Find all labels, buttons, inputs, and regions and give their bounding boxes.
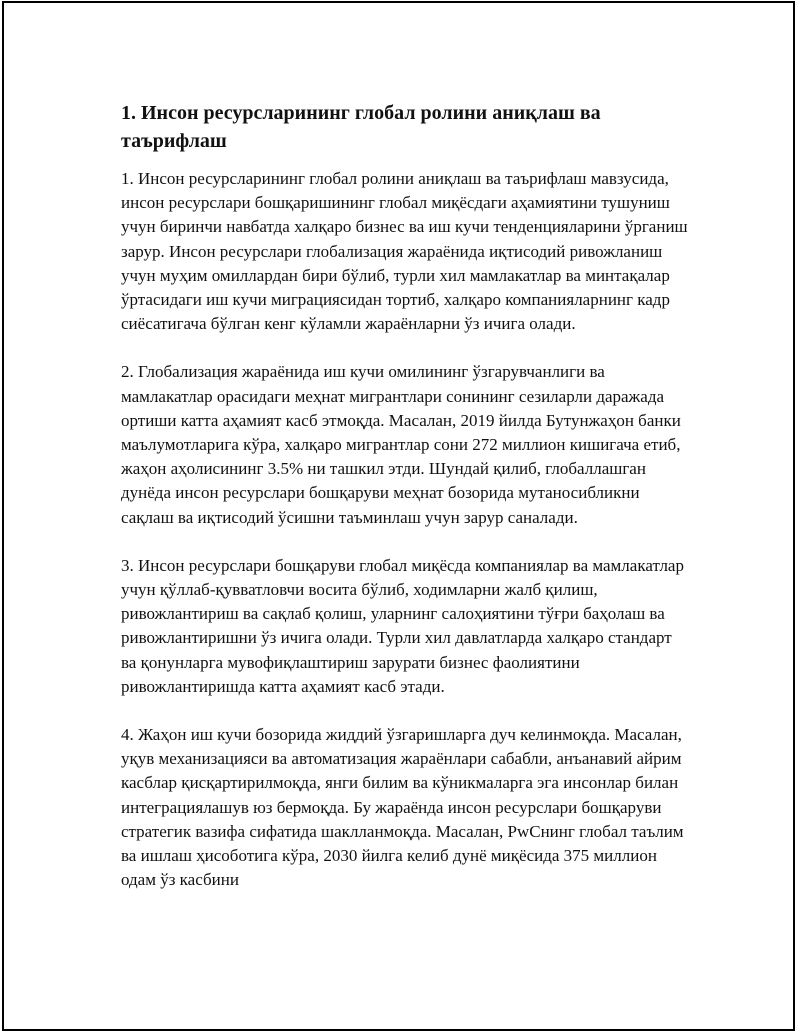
paragraph-3: 3. Инсон ресурслари бошқаруви глобал миқёсда компаниялар ва мамлакатлар учун қўллаб-қувватловчи восита бўлиб, ходимларни жалб қилиш, ривожлантириш ва сақлаб қолиш, уларнинг салоҳиятини тўғри баҳолаш ва ривожлантиришни ўз ичига олади. Турли хил давлатларда халқаро стандарт ва қонунларга мувофиқлаштириш зарурати бизнес фаолиятини ривожлантиришда катта аҳамият касб этади.: [121, 555, 684, 696]
section-heading: 1. Инсон ресурсларининг глобал ролини аниқлаш ва таърифлаш: [121, 102, 601, 152]
paragraph-2: 2. Глобализация жараёнида иш кучи омилининг ўзгарувчанлиги ва мамлакатлар орасидаги меҳнат мигрантлари сонининг сезиларли даражада ортиши катта аҳамият касб этмоқда. Масалан, 2019 йилда Бутунжаҳон банки маълумотларига кўра, халқаро мигрантлар сони 272 миллион кишигача етиб, жаҳон аҳолисининг 3.5% ни ташкил этди. Шундай қилиб, глобаллашган дунёда инсон ресурслари бошқаруви меҳнат бозорида мутаносибликни сақлаш ва иқтисодий ўсишни таъминлаш учун зарур саналади.: [121, 362, 681, 527]
paragraph-4: 4. Жаҳон иш кучи бозорида жиддий ўзгаришларга дуч келинмоқда. Масалан, уқув механизацияси ва автоматизация жараёнлари сабабли, анъанавий айрим касблар қисқартирилмоқда, янги билим ва кўникмаларга эга инсонлар билан интеграциялашув юз бермоқда. Бу жараёнда инсон ресурслари бошқаруви стратегик вазифа сифатида шаклланмоқда. Масалан, PwСнинг глобал таълим ва ишлаш ҳисоботига кўра, 2030 йилга келиб дунё миқёсида 375 миллион одам ўз касбини: [121, 725, 684, 890]
document-body: [121, 99, 691, 916]
page-frame: [2, 1, 795, 1031]
paragraph-1: 1. Инсон ресурсларининг глобал ролини аниқлаш ва таърифлаш мавзусида, инсон ресурслари бошқаришининг глобал миқёсдаги аҳамиятини тушуниш учун биринчи навбатда халқаро бизнес ва иш кучи тенденцияларини ўрганиш зарур. Инсон ресурслари глобализация жараёнида иқтисодий ривожланиш учун муҳим омиллардан бири бўлиб, турли хил мамлакатлар ва минтақалар ўртасидаги иш кучи миграциясидан тортиб, халқаро компанияларнинг кадр сиёсатигача бўлган кенг кўламли жараёнларни ўз ичига олади.: [121, 169, 688, 334]
